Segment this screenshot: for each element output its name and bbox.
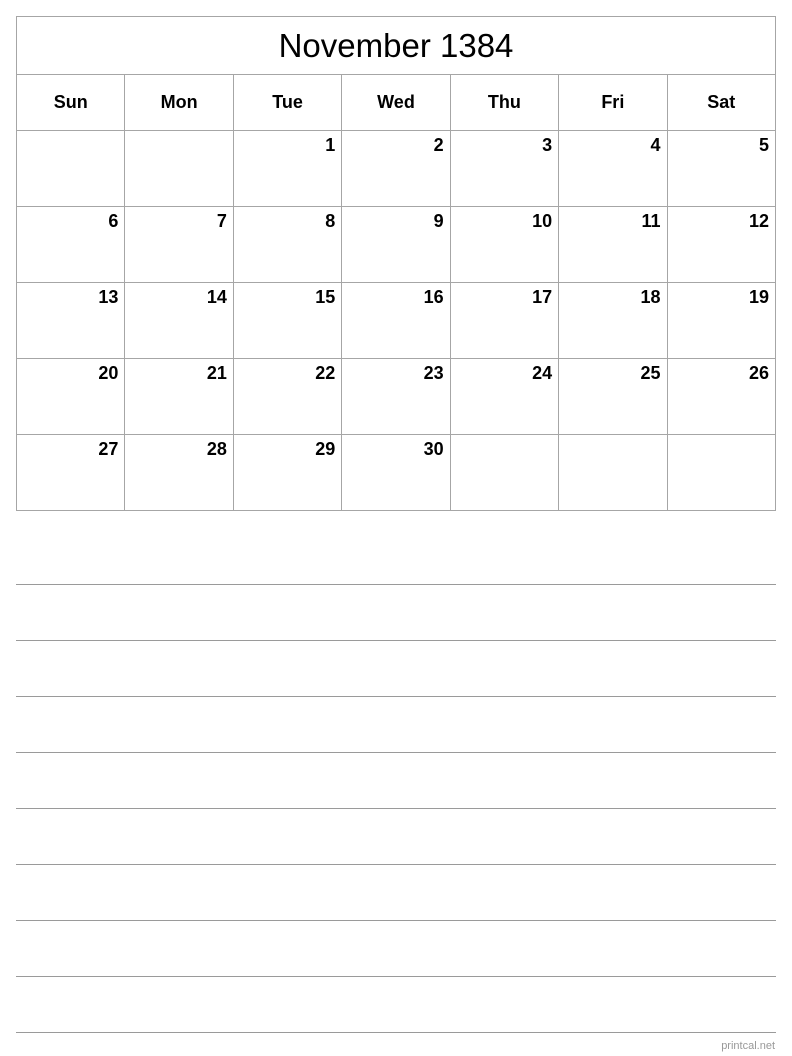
notes-line [16,920,776,921]
day-cell [450,435,558,511]
day-header-mon: Mon [125,75,233,131]
day-cell: 30 [342,435,450,511]
calendar-table [16,16,776,511]
day-cell: 18 [559,283,667,359]
day-cell: 22 [233,359,341,435]
notes-line [16,584,776,585]
title-row [17,17,776,75]
day-cell: 12 [667,207,775,283]
day-header-wed: Wed [342,75,450,131]
page-title: November 1384 [17,17,776,75]
day-cell: 7 [125,207,233,283]
day-cell: 11 [559,207,667,283]
day-header-sun: Sun [17,75,125,131]
day-cell: 15 [233,283,341,359]
notes-line [16,696,776,697]
day-cell: 29 [233,435,341,511]
day-cell: 17 [450,283,558,359]
week-row [17,283,776,359]
notes-line [16,752,776,753]
notes-line [16,1032,776,1033]
day-cell: 19 [667,283,775,359]
day-header-thu: Thu [450,75,558,131]
day-cell: 14 [125,283,233,359]
notes-line [16,976,776,977]
day-cell: 1 [233,131,341,207]
day-cell: 24 [450,359,558,435]
day-cell: 27 [17,435,125,511]
notes-line [16,640,776,641]
day-header-tue: Tue [233,75,341,131]
day-cell: 8 [233,207,341,283]
day-cell: 6 [17,207,125,283]
day-cell: 23 [342,359,450,435]
day-cell: 10 [450,207,558,283]
footer-watermark: printcal.net [721,1040,775,1052]
week-row [17,359,776,435]
week-row [17,435,776,511]
day-cell: 2 [342,131,450,207]
week-row [17,131,776,207]
day-header-sat: Sat [667,75,775,131]
notes-lines [16,584,776,1056]
day-cell: 21 [125,359,233,435]
day-cell [125,131,233,207]
day-cell: 28 [125,435,233,511]
day-cell: 25 [559,359,667,435]
day-cell: 9 [342,207,450,283]
day-cell: 16 [342,283,450,359]
day-cell [17,131,125,207]
day-header-row [17,75,776,131]
day-cell: 20 [17,359,125,435]
day-cell [667,435,775,511]
day-cell: 26 [667,359,775,435]
day-cell: 3 [450,131,558,207]
notes-line [16,808,776,809]
day-header-fri: Fri [559,75,667,131]
notes-line [16,864,776,865]
day-cell: 5 [667,131,775,207]
week-row [17,207,776,283]
day-cell [559,435,667,511]
day-cell: 13 [17,283,125,359]
day-cell: 4 [559,131,667,207]
